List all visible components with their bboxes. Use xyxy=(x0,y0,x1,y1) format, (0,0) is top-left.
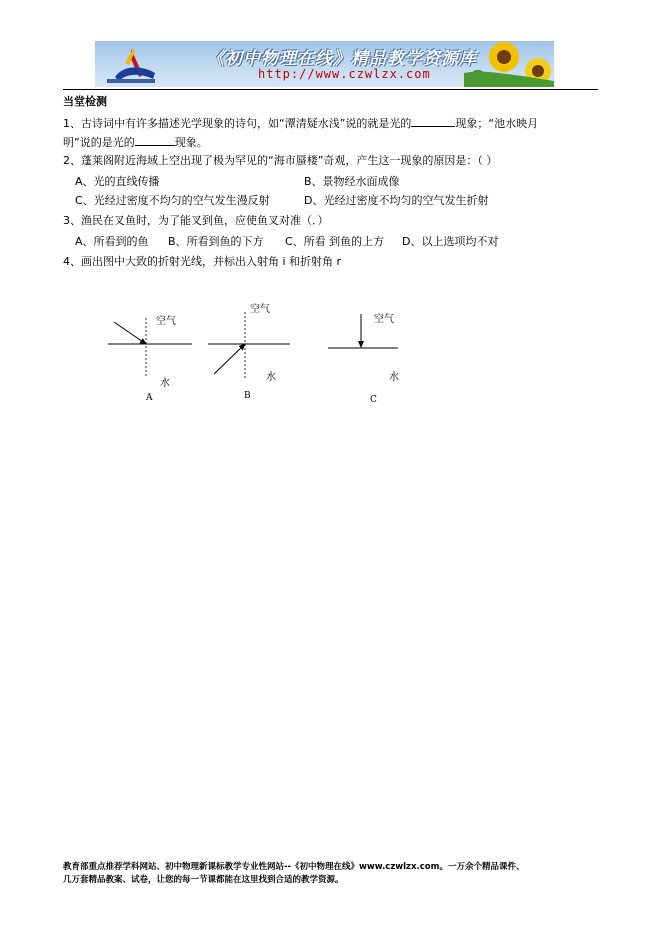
question-2-stem: 2、蓬莱阁附近海域上空出现了极为罕见的“海市蜃楼”奇观，产生这一现象的原因是：（ ） xyxy=(63,154,498,167)
figure-c-water-label: 水 xyxy=(389,372,399,383)
figure-c xyxy=(328,312,399,405)
figure-b-incident-ray xyxy=(214,344,245,374)
banner-url: http://www.czwlzx.com xyxy=(258,67,431,81)
q2-option-b[interactable]: B、景物经水面成像 xyxy=(304,175,400,188)
q1-blank-2[interactable] xyxy=(135,134,175,146)
header-rule xyxy=(63,89,598,90)
question-3-stem: 3、渔民在叉鱼时，为了能叉到鱼，应使鱼叉对准（．） xyxy=(63,214,329,227)
figure-c-label: C xyxy=(370,395,377,405)
figure-a xyxy=(108,314,192,403)
q1-text-3: 明”说的是光的 xyxy=(63,136,135,149)
q2-option-d[interactable]: D、光经过密度不均匀的空气发生折射 xyxy=(304,194,489,207)
figure-b xyxy=(208,302,290,401)
figure-a-air-label: 空气 xyxy=(156,316,176,327)
header-banner xyxy=(95,41,554,87)
figure-a-label: A xyxy=(146,393,153,403)
figure-a-water-label: 水 xyxy=(160,378,170,389)
q1-blank-1[interactable] xyxy=(411,115,455,127)
sunflower-icon xyxy=(464,41,554,87)
footer xyxy=(63,861,524,887)
logo-icon xyxy=(101,43,161,85)
q3-option-c[interactable]: C、所看 到鱼的上方 xyxy=(285,235,385,248)
question-1-line-2 xyxy=(63,134,208,150)
q1-text-1: 1、古诗词中有许多描述光学现象的诗句，如“潭清疑水浅”说的就是光的 xyxy=(63,117,412,130)
figure-c-air-label: 空气 xyxy=(374,314,394,325)
question-1-line-1 xyxy=(63,115,538,131)
refraction-diagrams xyxy=(100,298,410,408)
q3-option-d[interactable]: D、以上选项均不对 xyxy=(402,235,499,248)
q2-option-c[interactable]: C、光经过密度不均匀的空气发生漫反射 xyxy=(75,194,270,207)
q3-option-b[interactable]: B、所看到鱼的下方 xyxy=(168,235,264,248)
q2-option-a[interactable]: A、光的直线传播 xyxy=(75,175,160,188)
figure-b-air-label: 空气 xyxy=(250,304,270,315)
q1-text-2: 现象；“池水映月 xyxy=(455,117,539,130)
figure-b-label: B xyxy=(244,391,251,401)
banner-title: 《初中物理在线》精品教学资源库 xyxy=(207,49,477,69)
q1-text-4: 现象。 xyxy=(174,136,208,149)
section-title: 当堂检测 xyxy=(63,95,107,108)
footer-line-1: 教育部重点推荐学科网站、初中物理新课标教学专业性网站--《初中物理在线》www.czwlzx.com。一万余个精品课件、 xyxy=(63,862,525,872)
question-4-stem: 4、画出图中大致的折射光线，并标出入射角 i 和折射角 r xyxy=(63,255,342,268)
footer-line-2: 几万套精品教案、试卷，让您的每一节课都能在这里找到合适的教学资源。 xyxy=(63,875,344,885)
figure-a-incident-ray xyxy=(114,322,146,344)
q3-option-a[interactable]: A、所看到的鱼 xyxy=(75,235,149,248)
figure-b-water-label: 水 xyxy=(266,372,276,383)
